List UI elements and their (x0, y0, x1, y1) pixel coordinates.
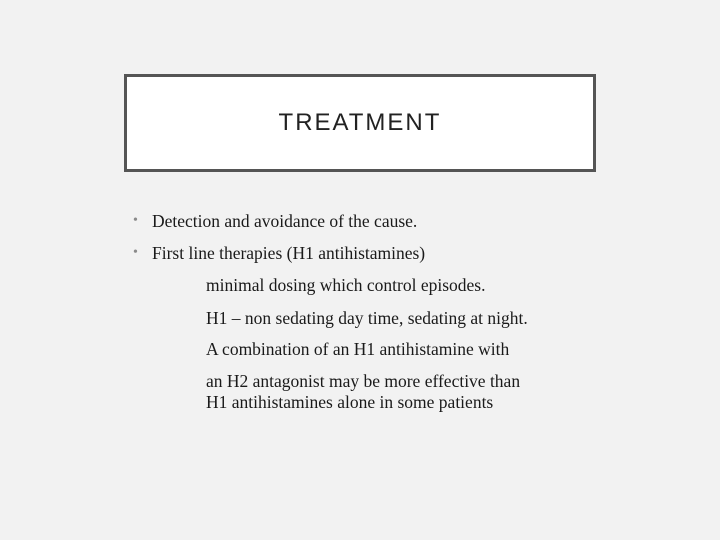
sub-line: A combination of an H1 antihistamine with (206, 339, 510, 359)
bullet-item (133, 242, 425, 264)
slide-title: TREATMENT (278, 109, 442, 136)
bullet-text: First line therapies (H1 antihistamines) (152, 243, 426, 263)
bullet-item (133, 210, 425, 232)
sub-line: an H2 antagonist may be more effective than (206, 371, 521, 391)
title-box (124, 74, 596, 172)
bullet-text: Detection and avoidance of the cause. (152, 211, 418, 231)
sub-line: H1 antihistamines alone in some patients (206, 392, 494, 412)
bullet-dot-icon: • (133, 213, 138, 228)
bullet-dot-icon: • (133, 245, 138, 260)
sub-line: minimal dosing which control episodes. (206, 275, 486, 295)
bullet-list (133, 210, 425, 274)
sub-line: H1 – non sedating day time, sedating at night. (206, 308, 528, 328)
